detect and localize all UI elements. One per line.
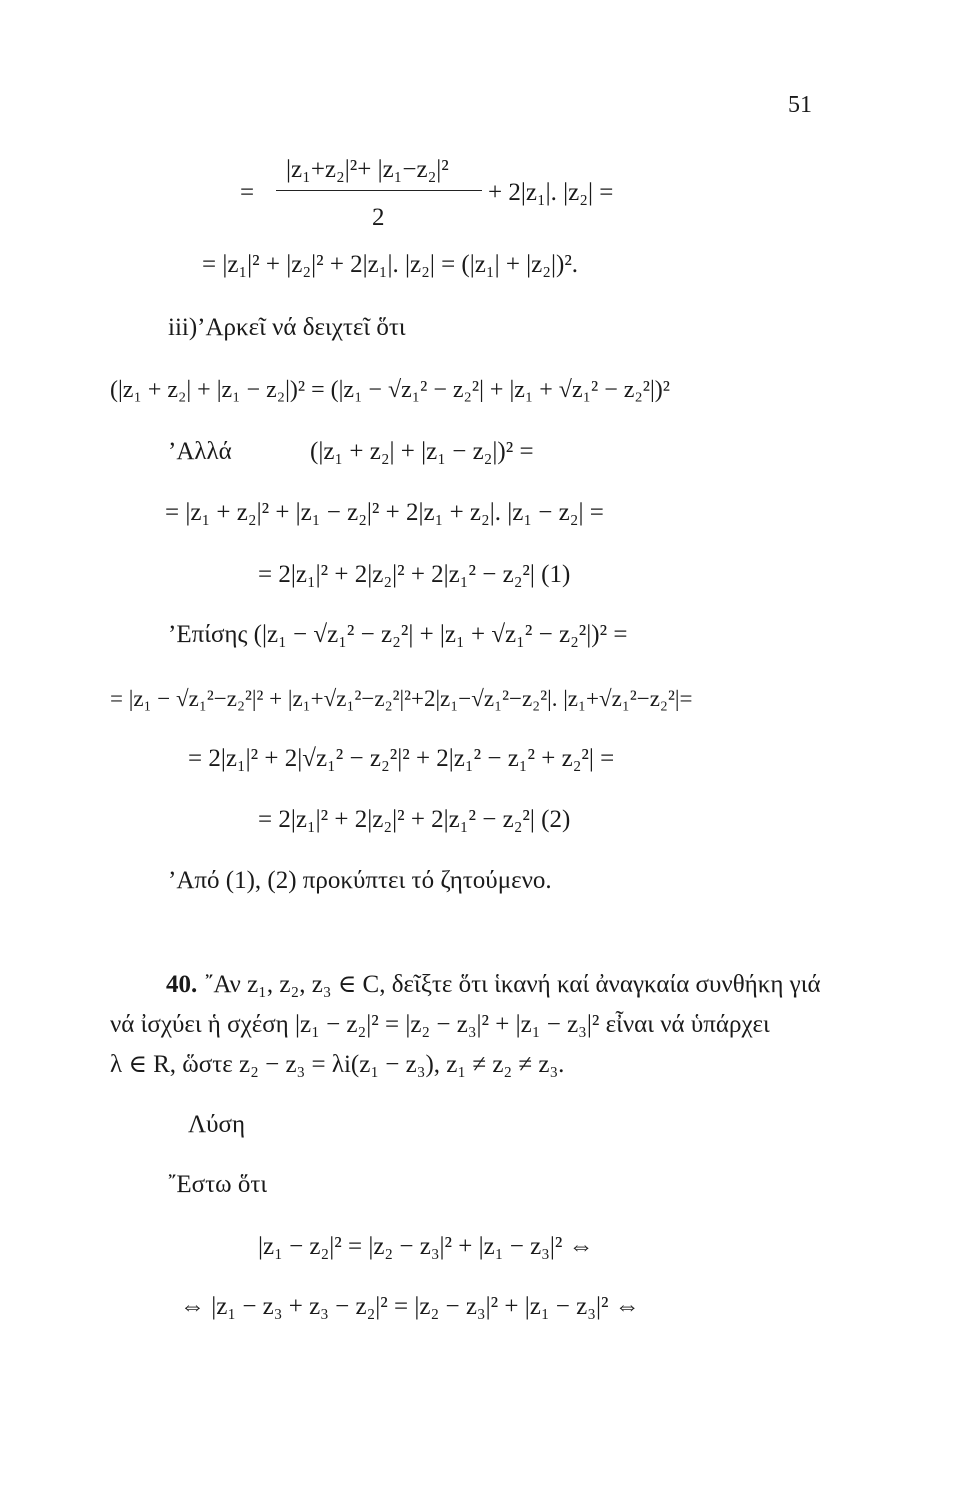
eq-line-8: ’Επίσης (|z₁ − √z₁² − z₂²| + |z₁ + √z₁² − z₂²|)² =	[168, 621, 628, 648]
eq-line-1-denominator: 2	[372, 204, 385, 231]
eq-line-6: = |z₁ + z₂|² + |z₁ − z₂|² + 2|z₁ + z₂|. |z₁ − z₂| =	[165, 499, 604, 526]
problem-line-1: ῎Αν z₁, z₂, z₃ ∈ C, δεῖξτε ὅτι ἱκανή καί ἀναγκαία συνθήκη γιά	[205, 971, 821, 998]
eq-line-1-equals: =	[240, 179, 255, 206]
eq-line-5: (|z₁ + z₂| + |z₁ − z₂|)² =	[310, 438, 534, 465]
text-let: ῎Εστω ὅτι	[168, 1171, 268, 1198]
problem-number: 40.	[166, 971, 198, 998]
problem-line-3: λ ∈ R, ὥστε z₂ − z₃ = λi(z₁ − z₃), z₁ ≠ z₂ ≠ z₃.	[110, 1051, 565, 1078]
eq-line-11: = 2|z₁|² + 2|z₂|² + 2|z₁² − z₂²| (2)	[258, 806, 571, 833]
text-line-12: ’Από (1), (2) προκύπτει τό ζητούμενο.	[168, 867, 552, 894]
text-alla: ’Αλλά	[168, 438, 232, 465]
eq-line-9: = |z₁ − √z₁²−z₂²|² + |z₁+√z₁²−z₂²|²+2|z₁−√z₁²−z₂²|. |z₁+√z₁²−z₂²|=	[110, 686, 693, 711]
eq-line-7: = 2|z₁|² + 2|z₂|² + 2|z₁² − z₂²| (1)	[258, 561, 571, 588]
problem-line-2: νά ἰσχύει ἡ σχέση |z₁ − z₂|² = |z₂ − z₃|² + |z₁ − z₃|² εἶναι νά ὑπάρχει	[110, 1011, 770, 1038]
eq-line-1-rest: + 2|z₁|. |z₂| =	[488, 179, 614, 206]
eq-line-10: = 2|z₁|² + 2|√z₁² − z₂²|² + 2|z₁² − z₁² + z₂²| =	[188, 745, 615, 772]
eq-final-1: |z₁ − z₂|² = |z₂ − z₃|² + |z₁ − z₃|² ⇔	[258, 1233, 594, 1260]
solution-heading: Λύση	[188, 1111, 246, 1138]
page-number: 51	[788, 92, 812, 118]
text-line-3: iii)’Αρκεῖ νά δειχτεῖ ὅτι	[168, 314, 406, 341]
fraction-bar	[276, 190, 482, 191]
eq-line-1-numerator: |z₁+z₂|²+ |z₁−z₂|²	[286, 156, 449, 183]
eq-final-2: ⇔ |z₁ − z₃ + z₃ − z₂|² = |z₂ − z₃|² + |z₁ − z₃|² ⇔	[180, 1293, 640, 1320]
eq-line-2: = |z₁|² + |z₂|² + 2|z₁|. |z₂| = (|z₁| + |z₂|)².	[202, 251, 579, 278]
eq-line-4: (|z₁ + z₂| + |z₁ − z₂|)² = (|z₁ − √z₁² − z₂²| + |z₁ + √z₁² − z₂²|)²	[110, 377, 670, 403]
